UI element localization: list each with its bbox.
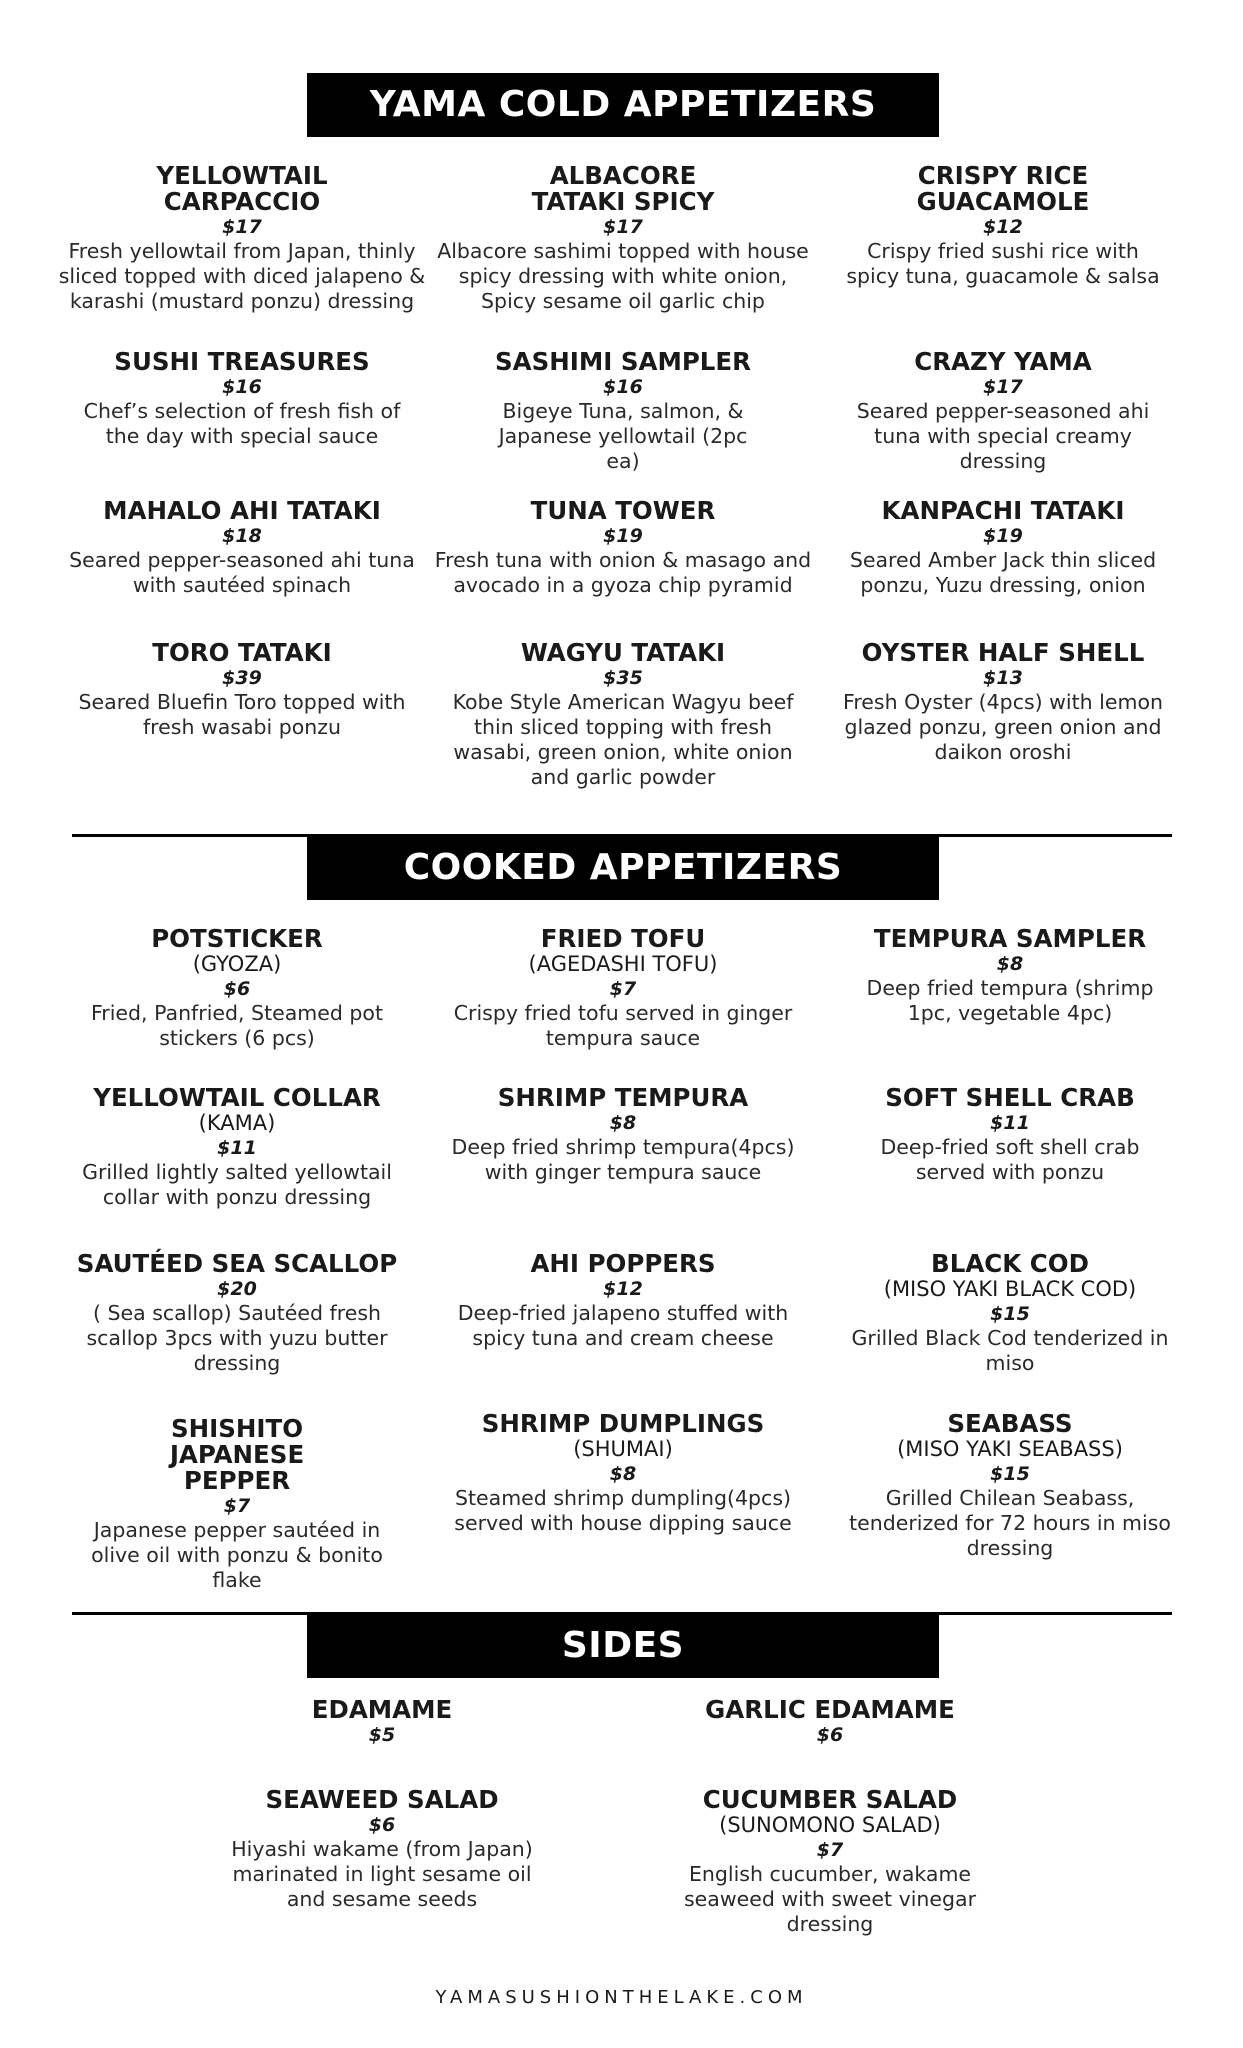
item-name: EDAMAME (311, 1695, 453, 1724)
item-price: $16 (603, 376, 643, 398)
item-price: $20 (217, 1278, 257, 1300)
section-title-sides: SIDES (307, 1614, 939, 1678)
item-description: Seared pepper-seasoned ahi tuna with special creamy dressing (856, 399, 1150, 473)
menu-item (52, 1251, 422, 1376)
section-title-cold: YAMA COLD APPETIZERS (307, 73, 939, 137)
item-description: Kobe Style American Wagyu beef thin sliced topping with fresh wasabi, green onion, white onion and garlic powder (452, 690, 794, 789)
menu-item (828, 349, 1178, 474)
item-name: YELLOWTAIL CARPACCIO (156, 161, 328, 216)
menu-item (52, 349, 432, 449)
item-price: $6 (223, 978, 251, 1000)
item-description: Seared pepper-seasoned ahi tuna with sautéed spinach (69, 548, 415, 597)
item-price: $11 (217, 1137, 257, 1159)
item-price: $8 (996, 953, 1024, 975)
menu-item (212, 1697, 552, 1747)
item-description: Deep fried shrimp tempura(4pcs) with ginger tempura sauce (451, 1135, 795, 1184)
item-price: $6 (368, 1814, 396, 1836)
menu-item (432, 349, 814, 474)
item-price: $35 (603, 667, 643, 689)
item-name: TEMPURA SAMPLER (873, 924, 1147, 953)
item-description: Steamed shrimp dumpling(4pcs) served with house dipping sauce (454, 1486, 792, 1535)
item-price: $8 (609, 1463, 637, 1485)
item-price: $12 (983, 216, 1023, 238)
item-price: $5 (368, 1724, 396, 1746)
item-name: SHISHITO JAPANESE PEPPER (169, 1414, 305, 1495)
item-description: Seared Amber Jack thin sliced ponzu, Yuzu dressing, onion (849, 548, 1157, 597)
menu-item (52, 926, 422, 1051)
item-description: ( Sea scallop) Sautéed fresh scallop 3pcs with yuzu butter dressing (86, 1301, 388, 1375)
item-description: Crispy fried tofu served in ginger tempura sauce (453, 1001, 793, 1050)
menu-item (828, 163, 1178, 289)
item-price: $39 (222, 667, 262, 689)
item-subtitle: (MISO YAKI SEABASS) (897, 1437, 1123, 1461)
item-name: CUCUMBER SALAD (702, 1785, 958, 1814)
item-description: Grilled lightly salted yellowtail collar with ponzu dressing (82, 1160, 392, 1209)
item-name: SEABASS (947, 1409, 1073, 1438)
menu-item (840, 1411, 1180, 1561)
item-name: SASHIMI SAMPLER (494, 347, 752, 376)
item-price: $17 (222, 216, 262, 238)
menu-item (432, 1085, 814, 1185)
item-price: $8 (609, 1112, 637, 1134)
menu-item (432, 163, 814, 314)
menu-item (828, 498, 1178, 598)
menu-item (840, 1085, 1180, 1185)
item-price: $15 (990, 1463, 1030, 1485)
item-name: SEAWEED SALAD (265, 1785, 499, 1814)
item-description: Fresh Oyster (4pcs) with lemon glazed ponzu, green onion and daikon oroshi (843, 690, 1163, 764)
menu-item (840, 926, 1180, 1026)
item-name: TUNA TOWER (530, 496, 716, 525)
item-name: OYSTER HALF SHELL (861, 638, 1145, 667)
item-name: YELLOWTAIL COLLAR (93, 1083, 381, 1112)
menu-item (52, 640, 432, 740)
item-price: $18 (222, 525, 262, 547)
item-name: MAHALO AHI TATAKI (103, 496, 381, 525)
item-name: TORO TATAKI (152, 638, 332, 667)
menu-item (660, 1787, 1000, 1937)
item-price: $13 (983, 667, 1023, 689)
item-name: SUSHI TREASURES (114, 347, 370, 376)
item-price: $16 (222, 376, 262, 398)
item-name: SHRIMP DUMPLINGS (481, 1409, 765, 1438)
item-price: $7 (609, 978, 637, 1000)
item-description: Grilled Black Cod tenderized in miso (851, 1326, 1169, 1375)
item-description: Fried, Panfried, Steamed pot stickers (6 pcs) (90, 1001, 383, 1050)
menu-item (660, 1697, 1000, 1747)
menu-item (52, 498, 432, 598)
menu-item (52, 1416, 422, 1593)
item-description: Deep-fried jalapeno stuffed with spicy tuna and cream cheese (457, 1301, 789, 1350)
item-description: Fresh tuna with onion & masago and avocado in a gyoza chip pyramid (434, 548, 812, 597)
item-price: $11 (990, 1112, 1030, 1134)
item-price: $6 (816, 1724, 844, 1746)
menu-item (840, 1251, 1180, 1376)
item-description: Seared Bluefin Toro topped with fresh wasabi ponzu (78, 690, 406, 739)
menu-item (52, 163, 432, 314)
item-description: Deep fried tempura (shrimp 1pc, vegetable 4pc) (866, 976, 1154, 1025)
item-name: GARLIC EDAMAME (705, 1695, 955, 1724)
item-price: $7 (223, 1495, 251, 1517)
item-description: English cucumber, wakame seaweed with sweet vinegar dressing (683, 1862, 977, 1936)
item-subtitle: (AGEDASHI TOFU) (528, 952, 718, 976)
item-name: SAUTÉED SEA SCALLOP (76, 1249, 398, 1278)
item-name: ALBACORE TATAKI SPICY (531, 161, 715, 216)
item-description: Grilled Chilean Seabass, tenderized for 72 hours in miso dressing (849, 1486, 1171, 1560)
item-name: SHRIMP TEMPURA (497, 1083, 749, 1112)
item-name: BLACK COD (931, 1249, 1089, 1278)
item-name: POTSTICKER (151, 924, 323, 953)
item-price: $15 (990, 1303, 1030, 1325)
item-description: Crispy fried sushi rice with spicy tuna, guacamole & salsa (846, 239, 1160, 288)
item-subtitle: (KAMA) (198, 1111, 276, 1135)
item-subtitle: (MISO YAKI BLACK COD) (883, 1277, 1137, 1301)
menu-item (432, 498, 814, 598)
item-subtitle: (SHUMAI) (573, 1437, 673, 1461)
item-name: FRIED TOFU (540, 924, 706, 953)
item-description: Japanese pepper sautéed in olive oil with ponzu & bonito flake (91, 1518, 383, 1592)
item-name: WAGYU TATAKI (520, 638, 726, 667)
item-description: Chef’s selection of fresh fish of the day with special sauce (83, 399, 401, 448)
menu-item (432, 926, 814, 1051)
item-name: SOFT SHELL CRAB (885, 1083, 1135, 1112)
menu-item (828, 640, 1178, 765)
item-description: Deep-fried soft shell crab served with ponzu (880, 1135, 1140, 1184)
menu-item (212, 1787, 552, 1912)
menu-item (432, 1251, 814, 1351)
item-description: Albacore sashimi topped with house spicy dressing with white onion, Spicy sesame oil garlic chip (437, 239, 809, 313)
menu-item (432, 1411, 814, 1536)
item-price: $17 (603, 216, 643, 238)
website-link[interactable]: YAMASUSHIONTHELAKE.COM (435, 1987, 808, 2008)
item-description: Fresh yellowtail from Japan, thinly sliced topped with diced jalapeno & karashi (mustard ponzu) dressing (58, 239, 426, 313)
item-description: Bigeye Tuna, salmon, & Japanese yellowtail (2pc ea) (498, 399, 748, 473)
menu-item (52, 1085, 422, 1210)
item-subtitle: (SUNOMONO SALAD) (719, 1813, 941, 1837)
item-price: $19 (983, 525, 1023, 547)
item-name: CRISPY RICE GUACAMOLE (916, 161, 1090, 216)
item-description: Hiyashi wakame (from Japan) marinated in light sesame oil and sesame seeds (231, 1837, 533, 1911)
item-price: $7 (816, 1839, 844, 1861)
item-subtitle: (GYOZA) (192, 952, 282, 976)
item-name: CRAZY YAMA (914, 347, 1092, 376)
item-price: $17 (983, 376, 1023, 398)
menu-item (432, 640, 814, 790)
item-name: AHI POPPERS (530, 1249, 716, 1278)
item-name: KANPACHI TATAKI (881, 496, 1125, 525)
section-title-cooked: COOKED APPETIZERS (307, 836, 939, 900)
item-price: $12 (603, 1278, 643, 1300)
item-price: $19 (603, 525, 643, 547)
